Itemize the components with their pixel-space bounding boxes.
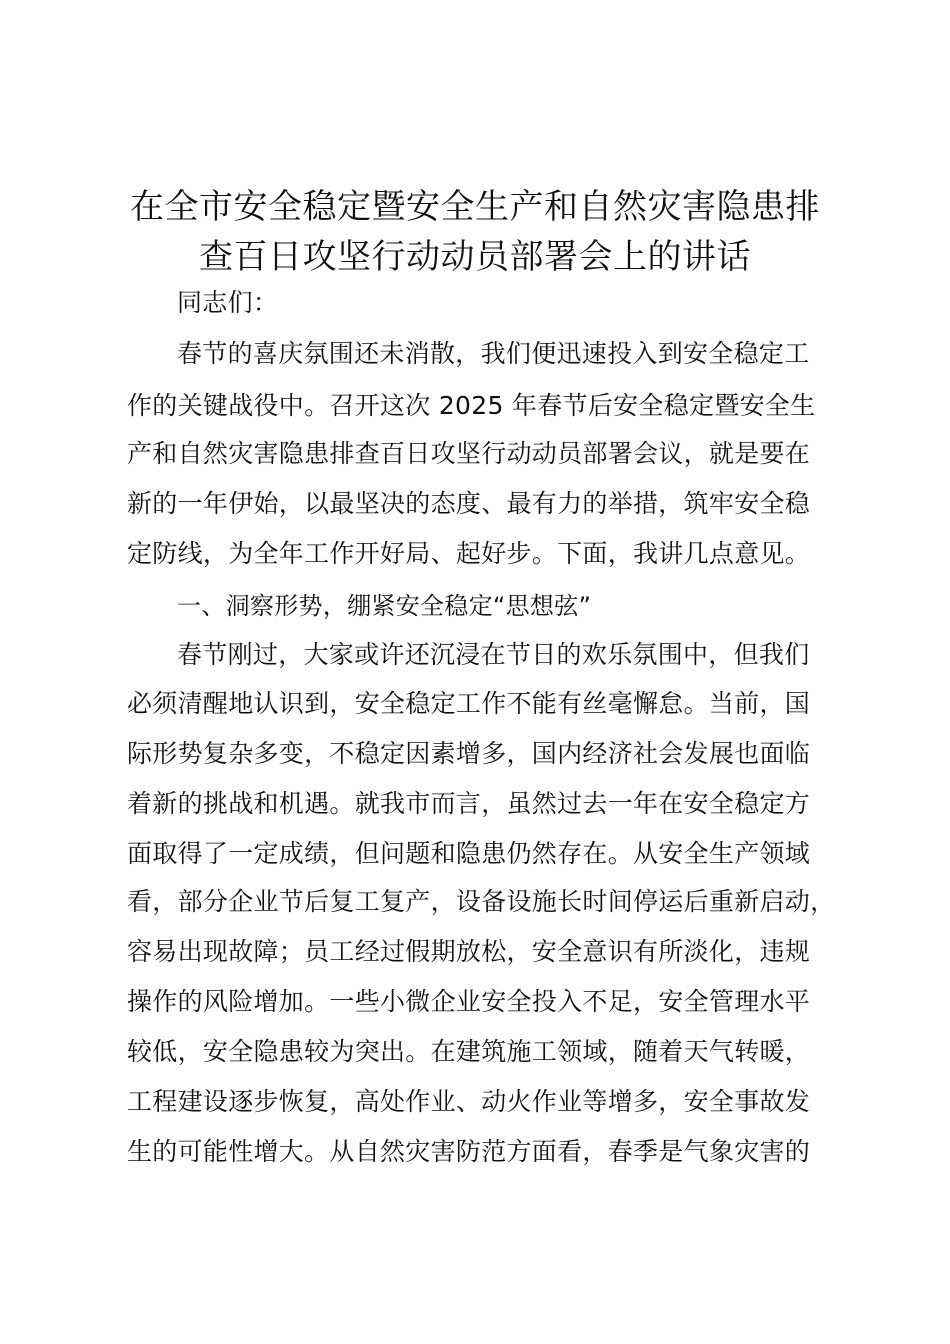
paragraph-1-line: 春节的喜庆氛围还未消散，我们便迅速投入到安全稳定工 <box>177 339 810 368</box>
section-heading: 一、洞察形势，绷紧安全稳定“思想弦” <box>177 592 592 620</box>
paragraph-2-line: 着新的挑战和机遇。就我市而言，虽然过去一年在安全稳定方 <box>127 789 811 818</box>
paragraph-2-line: 必须清醒地认识到，安全稳定工作不能有丝毫懈怠。当前，国 <box>127 689 811 718</box>
salutation: 同志们： <box>177 288 279 317</box>
paragraph-1-line: 定防线，为全年工作开好局、起好步。下面，我讲几点意见。 <box>127 539 811 568</box>
paragraph-1-line: 产和自然灾害隐患排查百日攻坚行动动员部署会议，就是要在 <box>127 439 811 468</box>
paragraph-1-line: 作的关键战役中。召开这次 2025 年春节后安全稳定暨安全生 <box>127 391 816 420</box>
paragraph-2-line: 际形势复杂多变，不稳定因素增多，国内经济社会发展也面临 <box>127 739 811 768</box>
paragraph-2-line: 春节刚过，大家或许还沉浸在节日的欢乐氛围中，但我们 <box>177 640 810 669</box>
paragraph-2-line: 工程建设逐步恢复，高处作业、动火作业等增多，安全事故发 <box>127 1087 811 1116</box>
paragraph-2-line: 操作的风险增加。一些小微企业安全投入不足，安全管理水平 <box>127 987 811 1016</box>
paragraph-2-line: 生的可能性增大。从自然灾害防范方面看，春季是气象灾害的 <box>127 1137 811 1166</box>
document-title-line-2: 查百日攻坚行动动员部署会上的讲话 <box>199 237 751 277</box>
document-title-line-1: 在全市安全稳定暨安全生产和自然灾害隐患排 <box>130 187 820 227</box>
paragraph-2-line: 面取得了一定成绩，但问题和隐患仍然存在。从安全生产领域 <box>127 839 811 868</box>
paragraph-2-line: 较低，安全隐患较为突出。在建筑施工领域，随着天气转暖， <box>127 1037 811 1066</box>
paragraph-2-line: 看，部分企业节后复工复产，设备设施长时间停运后重新启动， <box>127 887 836 916</box>
paragraph-1-line: 新的一年伊始，以最坚决的态度、最有力的举措，筑牢安全稳 <box>127 489 811 518</box>
paragraph-2-line: 容易出现故障；员工经过假期放松，安全意识有所淡化，违规 <box>127 937 811 966</box>
